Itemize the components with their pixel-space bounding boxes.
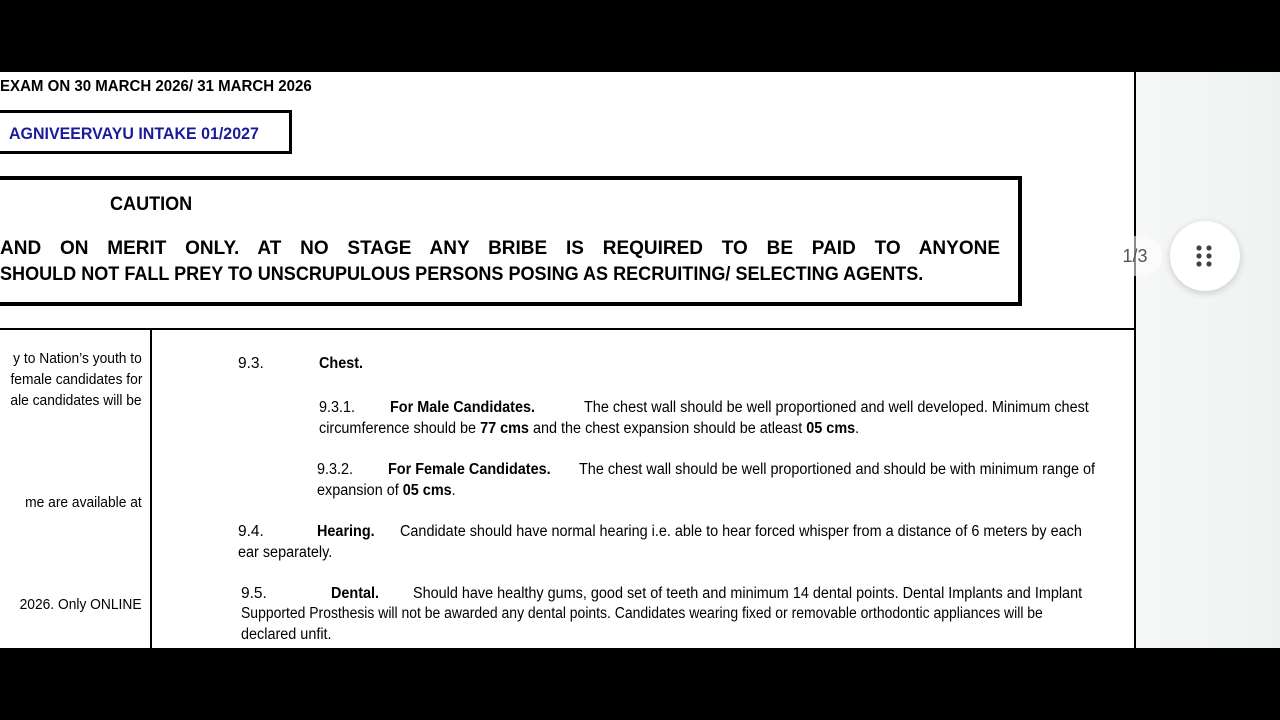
intake-title-box [0, 110, 292, 154]
section-9-3-title: Chest. [319, 355, 364, 372]
intake-title: AGNIVEERVAYU INTAKE 01/2027 [9, 124, 259, 143]
section-9-5-line-1: Should have healthy gums, good set of teeth and minimum 14 dental points. Dental Implants and Implant [413, 585, 1083, 602]
pdf-page [0, 72, 1136, 648]
exam-date-line: EXAM ON 30 MARCH 2026/ 31 MARCH 2026 [0, 78, 312, 95]
caution-box [0, 176, 1022, 306]
left-column-text-1: y to Nation’s youth to [13, 350, 142, 367]
caution-line-2: SHOULD NOT FALL PREY TO UNSCRUPULOUS PERSONS POSING AS RECRUITING/ SELECTING AGENTS. [0, 264, 924, 285]
section-9-3-2-title: For Female Candidates. [388, 461, 551, 478]
left-column-text-2: female candidates for [10, 371, 142, 388]
section-9-5-line-3: declared unfit. [241, 626, 332, 643]
column-divider [150, 330, 152, 648]
section-9-4-line-1: Candidate should have normal hearing i.e. able to hear forced whisper from a distance of 6 meters by each [400, 523, 1082, 540]
page-grid-button[interactable] [1170, 221, 1240, 291]
table-top-rule [0, 328, 1134, 330]
left-column-text-5: 2026. Only ONLINE [20, 596, 142, 613]
page-counter: 1/3 [1108, 236, 1162, 276]
section-9-3-2-number: 9.3.2. [317, 461, 354, 478]
section-9-4-line-2: ear separately. [238, 544, 333, 561]
text-run: . [855, 420, 860, 437]
text-run: . [451, 482, 456, 499]
section-9-3-number: 9.3. [238, 355, 264, 372]
left-column-text-3: ale candidates will be [10, 392, 142, 409]
viewer-background [1136, 72, 1280, 648]
caution-line-1: AND ON MERIT ONLY. AT NO STAGE ANY BRIBE IS REQUIRED TO BE PAID TO ANYONE [0, 238, 1000, 259]
section-9-3-1-number: 9.3.1. [319, 399, 356, 416]
chest-circumference-value: 77 cms [480, 420, 529, 437]
text-run: expansion of [317, 482, 399, 499]
left-column-text-4: me are available at [25, 494, 142, 511]
section-9-3-2-line-2 [317, 482, 456, 500]
section-9-3-1-title: For Male Candidates. [390, 399, 535, 416]
female-chest-expansion-value: 05 cms [402, 482, 452, 499]
section-9-5-line-2: Supported Prosthesis will not be awarded any dental points. Candidates wearing fixed or removable orthodontic appliances will be [241, 605, 1043, 622]
section-9-3-2-line-1: The chest wall should be well proportioned and should be with minimum range of [579, 461, 1096, 478]
grid-dots-icon [1196, 245, 1214, 267]
text-run: circumference should be [319, 420, 477, 437]
section-9-4-number: 9.4. [238, 523, 264, 540]
male-chest-expansion-value: 05 cms [806, 420, 856, 437]
section-9-4-title: Hearing. [317, 523, 375, 540]
section-9-5-number: 9.5. [241, 585, 267, 602]
section-9-3-1-line-1: The chest wall should be well proportioned and well developed. Minimum chest [584, 399, 1089, 416]
caution-title: CAUTION [110, 194, 193, 215]
text-run: and the chest expansion should be atleast [532, 420, 803, 437]
section-9-3-1-line-2 [319, 420, 859, 438]
section-9-5-title: Dental. [331, 585, 380, 602]
